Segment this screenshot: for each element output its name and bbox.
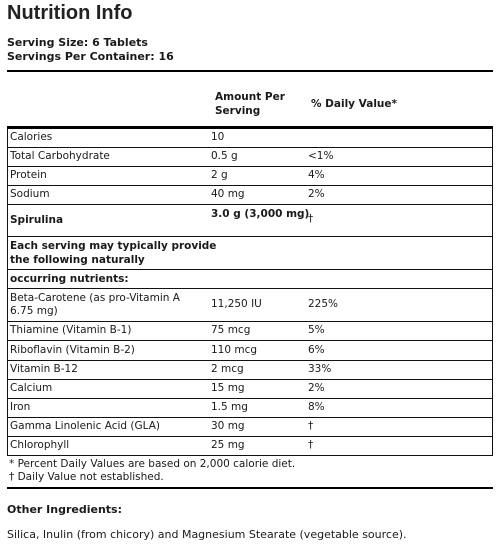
row-divider — [7, 269, 493, 270]
row-divider — [7, 340, 493, 341]
nutrient-amount: 0.5 g — [211, 150, 238, 162]
footnote-percent: * Percent Daily Values are based on 2,000 calorie diet. — [9, 458, 296, 470]
nutrient-dv: † — [308, 420, 314, 432]
nutrient-dv: 2% — [308, 382, 325, 394]
nutrient-amount: 15 mg — [211, 382, 245, 394]
nutrient-dv: 5% — [308, 324, 325, 336]
nutrient-amount: 30 mg — [211, 420, 245, 432]
nutrient-name: Thiamine (Vitamin B-1) — [10, 324, 132, 336]
serving-size: Serving Size: 6 Tablets — [7, 36, 148, 49]
nutrient-amount: 75 mcg — [211, 324, 251, 336]
header-bottom-rule — [7, 126, 493, 129]
nutrient-name: Vitamin B-12 — [10, 363, 78, 375]
nutrient-name: Beta-Carotene (as pro-Vitamin A 6.75 mg) — [10, 292, 180, 317]
row-divider — [7, 360, 493, 361]
nutrient-amount: 2 mcg — [211, 363, 244, 375]
amount-header: Amount Per Serving — [215, 91, 285, 117]
row-divider — [7, 185, 493, 186]
nutrient-dv: 6% — [308, 344, 325, 356]
nutrient-dv: <1% — [308, 150, 334, 162]
nutrient-amount: 1.5 mg — [211, 401, 248, 413]
table-top-rule — [7, 70, 493, 72]
note-line-1: Each serving may typically provide — [10, 240, 217, 252]
nutrient-dv: 8% — [308, 401, 325, 413]
other-ingredients-label: Other Ingredients: — [7, 503, 122, 516]
footnote-dagger: † Daily Value not established. — [9, 471, 164, 483]
nutrient-name: Gamma Linolenic Acid (GLA) — [10, 420, 160, 432]
nutrient-dv: 2% — [308, 188, 325, 200]
nutrient-dv: 225% — [308, 298, 339, 310]
row-divider — [7, 321, 493, 322]
spirulina-amount: 3.0 g (3,000 mg) — [211, 208, 310, 220]
nutrient-name: Calcium — [10, 382, 53, 394]
footer-rule — [7, 487, 493, 489]
nutrient-name: Protein — [10, 169, 47, 181]
row-divider — [7, 379, 493, 380]
nutrient-amount: 25 mg — [211, 439, 245, 451]
table-right-border — [492, 129, 493, 455]
row-divider — [7, 236, 493, 237]
nutrient-amount: 2 g — [211, 169, 228, 181]
table-left-border — [7, 129, 8, 455]
nutrient-amount: 40 mg — [211, 188, 245, 200]
nutrient-name: Riboflavin (Vitamin B-2) — [10, 344, 135, 356]
row-divider — [7, 166, 493, 167]
nutrient-name: Total Carbohydrate — [10, 150, 110, 162]
daily-value-header: % Daily Value* — [311, 98, 397, 110]
row-divider — [7, 147, 493, 148]
other-ingredients-text: Silica, Inulin (from chicory) and Magnesium Stearate (vegetable source). — [7, 528, 407, 541]
nutrient-name: Calories — [10, 131, 53, 143]
row-divider — [7, 288, 493, 289]
nutrient-amount: 10 — [211, 131, 225, 143]
row-divider — [7, 455, 493, 456]
page-title: Nutrition Info — [7, 2, 133, 24]
nutrient-name: Sodium — [10, 188, 50, 200]
nutrient-amount: 11,250 IU — [211, 298, 262, 310]
nutrient-dv: 4% — [308, 169, 325, 181]
row-divider — [7, 204, 493, 205]
servings-per-container: Servings Per Container: 16 — [7, 50, 174, 63]
nutrient-dv: † — [308, 439, 314, 451]
nutrient-name: Iron — [10, 401, 31, 413]
note-line-2: the following naturally — [10, 254, 145, 266]
spirulina-name: Spirulina — [10, 214, 64, 226]
row-divider — [7, 417, 493, 418]
row-divider — [7, 436, 493, 437]
nutrient-dv: 33% — [308, 363, 332, 375]
note-line-3: occurring nutrients: — [10, 273, 129, 285]
nutrient-name: Chlorophyll — [10, 439, 70, 451]
spirulina-dv: † — [308, 213, 314, 225]
nutrient-amount: 110 mcg — [211, 344, 258, 356]
row-divider — [7, 398, 493, 399]
